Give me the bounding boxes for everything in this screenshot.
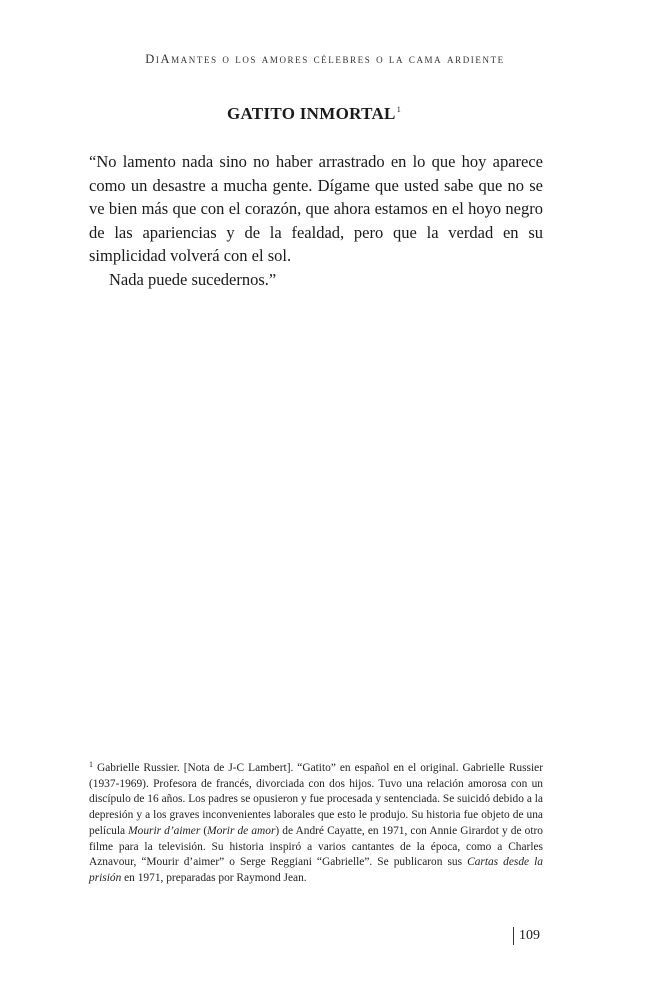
page-number: 109 (513, 927, 540, 945)
body-text (89, 150, 543, 291)
running-header: DiAmantes o los amores célebres o la cama ardiente (145, 52, 505, 66)
chapter-title (0, 104, 628, 124)
footnote-reference: 1 (396, 105, 402, 114)
footnote-text-4: en 1971, preparadas por Raymond Jean. (121, 871, 307, 884)
body-paragraph-2: Nada puede sucedernos.” (109, 269, 277, 289)
body-paragraph-1: “No lamento nada sino no haber arrastrado en lo que hoy aparece como un desastre a mucha gente. Dígame que usted sabe que no se ve bien más que con el corazón, que ahora estamos en el hoyo negro de las apariencias y de la fealdad, pero que la verdad en su simplicidad volverá con el sol. (89, 152, 543, 265)
footnote-film-title: Mourir d’aimer (128, 824, 201, 837)
footnote-film-translation: Morir de amor (207, 824, 276, 837)
footnote-book-title: Cartas desde la prisión (89, 856, 543, 884)
footnote (89, 757, 543, 887)
chapter-title-text: GATITO INMORTAL (226, 104, 396, 123)
footnote-text-1: Gabrielle Russier. [Nota de J-C Lambert]. “Gatito” en español en el original. Gabrielle Russier (1937-1969). Profesora de francés, divorciada con dos hijos. Tuvo una relación amorosa con un discípulo de 16 años. Los padres se opusieron y fue procesada y sentenciada. Se suicidó debido a la depresión y a los graves inconvenientes laborales que esto le produjo. Su historia fue objeto de una película (89, 762, 543, 837)
footnote-number: 1 (89, 760, 93, 769)
footnote-text-2: ( (200, 824, 208, 837)
footnote-text-3: ) de André Cayatte, en 1971, con Annie Girardot y de otro filme para la televisión. Su historia inspiró a varios cantantes de la época, como a Charles Aznavour, “Mourir d’aimer” o Serge Reggiani “Gabrielle”. Se publicaron sus (89, 824, 543, 869)
